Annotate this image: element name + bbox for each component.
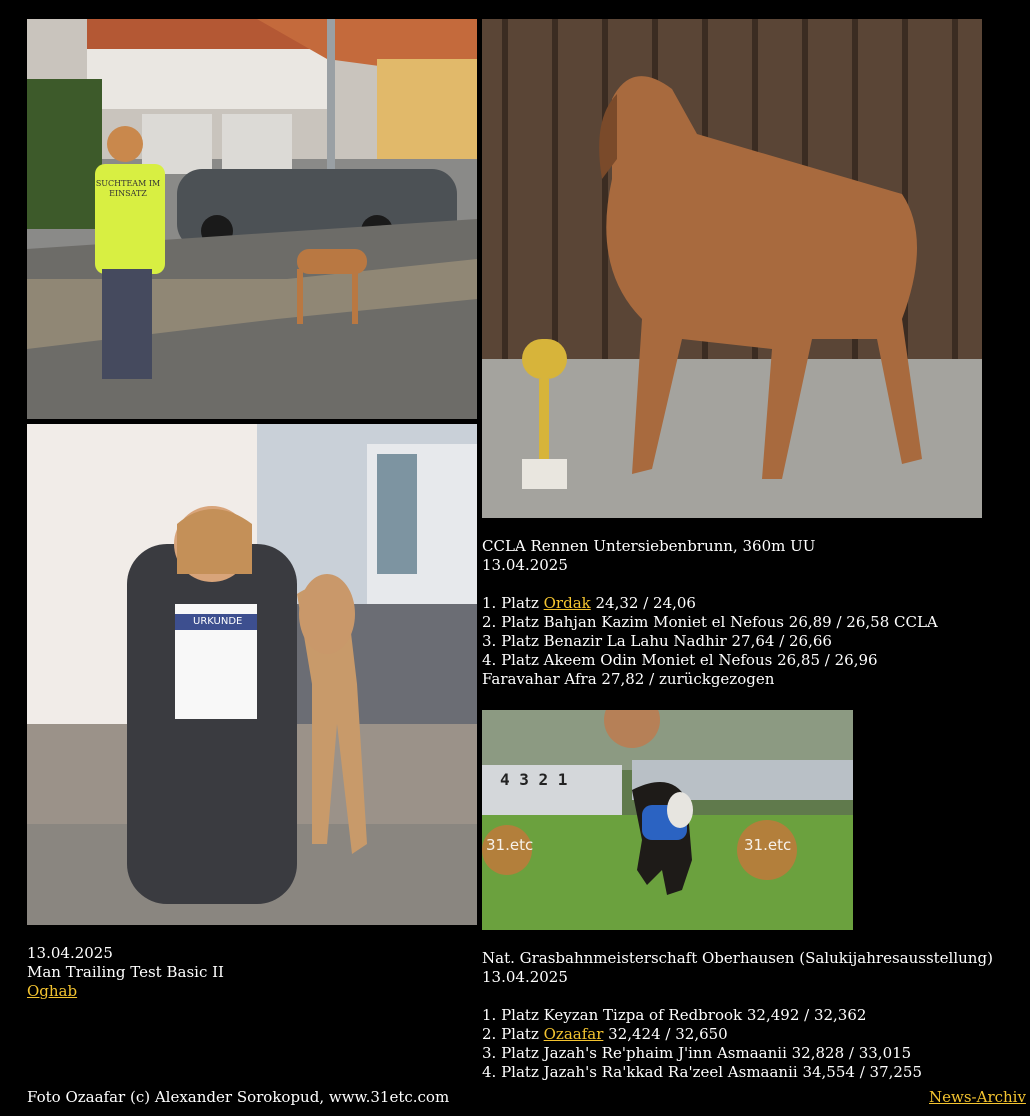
oghab-link[interactable]: Oghab: [27, 982, 78, 1000]
left-caption-date: 13.04.2025: [27, 944, 113, 962]
ccla-result-1: 1. Platz Ordak 24,32 / 24,06: [482, 594, 696, 612]
scoreboard-numbers: 4 3 2 1: [500, 770, 568, 789]
grasbahn-result-4: 4. Platz Jazah's Ra'kkad Ra'zeel Asmaanii 34,554 / 37,255: [482, 1063, 923, 1081]
news-archive-link[interactable]: News-Archiv: [929, 1088, 1026, 1106]
ccla-result-2: 2. Platz Bahjan Kazim Moniet el Nefous 26,89 / 26,58 CCLA: [482, 613, 938, 631]
ccla-results: [482, 537, 938, 689]
watermark-right: 31.etc: [744, 836, 792, 854]
grasbahn-result-2: 2. Platz Ozaafar 32,424 / 32,650: [482, 1025, 728, 1043]
photo-ozaafar-racing: [482, 710, 853, 930]
photo-credit: Foto Ozaafar (c) Alexander Sorokopud, www.31etc.com: [27, 1088, 450, 1106]
grasbahn-result-3: 3. Platz Jazah's Re'phaim J'inn Asmaanii 32,828 / 33,015: [482, 1044, 912, 1062]
grasbahn-date: 13.04.2025: [482, 968, 568, 986]
ozaafar-link[interactable]: Ozaafar: [543, 1025, 604, 1043]
ordak-link[interactable]: Ordak: [543, 594, 591, 612]
photo-mantrailing-street: [27, 19, 477, 419]
vest-label: SUCHTEAM IM EINSATZ: [95, 179, 161, 198]
certificate-heading: URKUNDE: [193, 616, 243, 627]
ccla-title: CCLA Rennen Untersiebenbrunn, 360m UU: [482, 537, 816, 555]
ccla-result-5: Faravahar Afra 27,82 / zurückgezogen: [482, 670, 775, 688]
left-caption: [27, 944, 224, 1001]
left-caption-title: Man Trailing Test Basic II: [27, 963, 224, 981]
grasbahn-title: Nat. Grasbahnmeisterschaft Oberhausen (Salukijahresausstellung): [482, 949, 993, 967]
ccla-date: 13.04.2025: [482, 556, 568, 574]
grasbahn-results: [482, 949, 993, 1082]
photo-saluki-trophy: [482, 19, 982, 518]
watermark-left: 31.etc: [486, 836, 534, 854]
photo-certificate-saluki: [27, 424, 477, 925]
ccla-result-4: 4. Platz Akeem Odin Moniet el Nefous 26,85 / 26,96: [482, 651, 878, 669]
ccla-result-3: 3. Platz Benazir La Lahu Nadhir 27,64 / 26,66: [482, 632, 832, 650]
grasbahn-result-1: 1. Platz Keyzan Tizpa of Redbrook 32,492 / 32,362: [482, 1006, 867, 1024]
